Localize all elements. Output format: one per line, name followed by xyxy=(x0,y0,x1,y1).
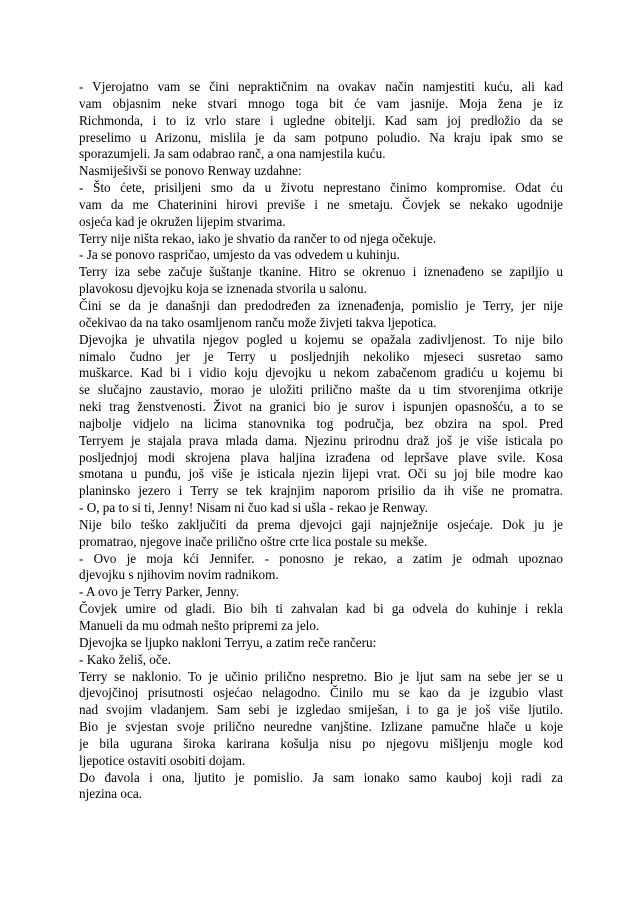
text-line: djevojku s njihovim novim radnikom. xyxy=(79,567,279,583)
text-line: - Ja se ponovo raspričao, umjesto da vas odvedem u kuhinju. xyxy=(79,247,400,263)
text-line: Čini se da je današnji dan predodređen za iznenađenja, pomislio je Terry, jer nije xyxy=(79,297,563,313)
text-line: Čovjek umire od gladi. Bio bih ti zahvalan kad bi ga odvela do kuhinje i rekla xyxy=(79,601,563,617)
text-line: osjeća kad je okružen lijepim stvarima. xyxy=(79,213,286,229)
text-line: njezina oca. xyxy=(79,786,142,802)
text-line: Terryem je stajala prava mlada dama. Njezinu prirodnu draž još je više isticala po xyxy=(79,432,563,448)
text-line: Manueli da mu odmah nešto pripremi za jelo. xyxy=(79,618,320,633)
text-line: Bio je svjestan svoje prilično neuredne vanjštine. Izlizane pamučne hlače u koje xyxy=(79,719,563,735)
text-line: Djevojka se ljupko nakloni Terryu, a zatim reče rančeru: xyxy=(79,634,377,650)
text-line: - O, pa to si ti, Jenny! Nisam ni čuo kad si ušla - rekao je Renway. xyxy=(79,500,428,516)
text-line: najbolje vidjelo na licima stanovnika tog područja, bez obzira na spol. Pred xyxy=(79,415,563,431)
text-line: neki trag ženstvenosti. Život na granici bio je surov i ispunjen opasnošću, a to se xyxy=(79,399,563,415)
text-line: promatrao, njegove inače prilično oštre crte lica postale su mekše. xyxy=(79,533,428,549)
text-line: - Kako želiš, oče. xyxy=(79,651,171,667)
text-line: - Što ćete, prisiljeni smo da u životu neprestano činimo kompromise. Odat ću xyxy=(79,180,563,196)
text-line: Terry nije ništa rekao, iako je shvatio da rančer to od njega očekuje. xyxy=(79,230,437,246)
text-line: Terry se naklonio. To je učinio prilično nespretno. Bio je ljut sam na sebe jer se u xyxy=(79,668,563,684)
text-line: vam da me Chaterinini hirovi previše i ne smetaju. Čovjek se nekako ugodnije xyxy=(79,196,563,212)
text-line: nimalo čudno jer je Terry u posljednjih nekoliko mjeseci susretao samo xyxy=(79,348,563,364)
text-line: djevojčinoj prisutnosti osjećao nelagodno. Činilo mu se kao da je izgubio vlast xyxy=(79,685,563,701)
text-line: sporazumjeli. Ja sam odabrao ranč, a ona namjestila kuću. xyxy=(79,146,386,162)
text-line: smotana u punđu, još više je isticala njezin lijepi vrat. Oči su joj bile modre kao xyxy=(79,466,563,482)
text-line: - Vjerojatno vam se čini nepraktičnim na ovakav način namjestiti kuću, ali kad xyxy=(79,79,563,94)
text-line: je bila ugurana široka karirana košulja nisu po njegovu mišljenju mogle kod xyxy=(79,735,563,751)
text-line: - Ovo je moja kći Jennifer. - ponosno je rekao, a zatim je odmah upoznao xyxy=(79,550,563,566)
text-line: - A ovo je Terry Parker, Jenny. xyxy=(79,584,240,600)
text-line: muškarce. Kad bi i vidio koju djevojku u nekom zabačenom gradiću u kojemu bi xyxy=(79,365,563,381)
text-line: Richmonda, i to iz vrlo stare i ugledne obitelji. Kad sam joj predložio da se xyxy=(79,112,563,128)
text-line: posljednjoj modi skrojena plava haljina izrađena od lepršave plave svile. Kosa xyxy=(79,449,563,465)
text-line: Djevojka je uhvatila njegov pogled u kojemu se opažala zadivljenost. To nije bilo xyxy=(79,331,563,347)
text-line: Nasmiješivši se ponovo Renway uzdahne: xyxy=(79,163,302,179)
text-line: preselimo u Arizonu, mislila je da sam potpuno poludio. Na kraju ipak smo se xyxy=(79,129,563,145)
text-line: planinsko jezero i Terry se tek krajnjim naporom prisilio da ih više ne promatra. xyxy=(79,483,563,499)
text-line: Nije bilo teško zaključiti da prema djevojci gaji najnježnije osjećaje. Dok ju je xyxy=(79,516,563,532)
document-body xyxy=(79,79,563,803)
text-line: Terry iza sebe začuje šuštanje tkanine. Hitro se okrenuo i iznenađeno se zapiljio u xyxy=(79,264,563,280)
text-line: se slučajno zaustavio, morao je uložiti prilično mašte da u tim stvorenjima otkrije xyxy=(79,382,563,398)
text-line: ljepotice ostaviti osobiti dojam. xyxy=(79,752,246,768)
text-line: plavokosu djevojku koja se iznenada stvorila u salonu. xyxy=(79,281,367,297)
text-line: nad svojim vladanjem. Sam sebi je izgledao smiješan, i to ga je još više ljutilo. xyxy=(79,702,563,718)
text-line: očekivao da na tako osamljenom ranču može živjeti takva ljepotica. xyxy=(79,314,437,330)
text-line: Do đavola i ona, ljutito je pomislio. Ja sam ionako samo kauboj koji radi za xyxy=(79,769,563,785)
text-line: vam objasnim neke stvari mnogo toga bit će vam jasnije. Moja žena je iz xyxy=(79,95,563,111)
